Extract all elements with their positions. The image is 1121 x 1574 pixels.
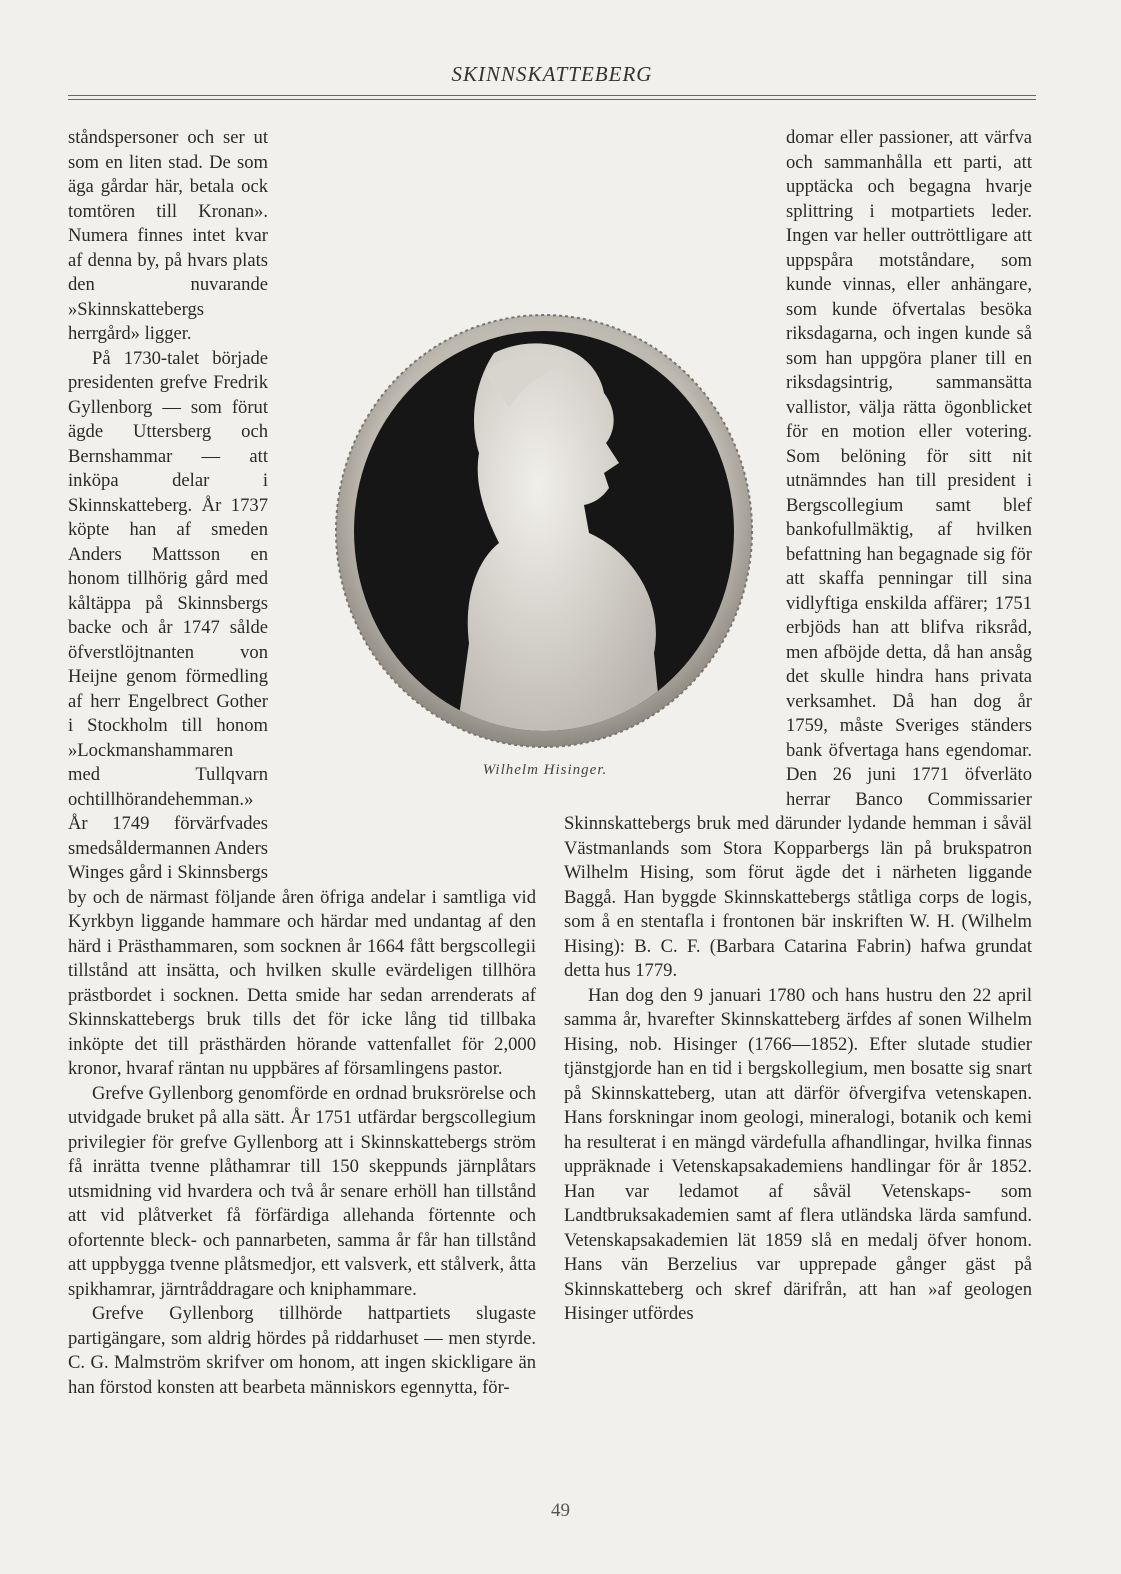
paragraph: domar eller passioner, att värfva och sammanhålla ett parti, att upptäcka och begagna hvarje splittring i motpartiets leder. Ingen var heller outtröttligare att uppspåra motståndare, som kunde vinnas, eller anhängare, som kunde öfvertalas besöka riksdagarna, och ingen kunde så som han uppgöra planer till en riksdagsintrig, sammansätta vallistor, välja rätta ögonblicket för en motion eller votering. Som belöning för sitt nit utnämndes han till president i Bergscollegium samt blef bankofullmäktig, af hvilken befattning han begagnade sig för att skaffa penningar till sina vidlyftiga enskilda affärer; 1751 erbjöds han att blifva riksråd, men afböjde detta, då han ansåg det skulle hindra hans privata verksamhet. Då han dog år 1759, måste Sveriges ständers bank öfvertaga hans egendomar. Den 26 juni 1771 öfverläto herrar Banco Commissarier Skinnskattebergs bruk med därunder lydande hemman i såväl Västmanlands som Stora Kopparbergs län på brukspatron Wilhelm Hising, som förut ägde det i närheten liggande Baggå. Han byggde Skinnskattebergs ståtliga corps de logis, som å en stentafla i frontonen bär inskriften W. H. (Wilhelm Hising): B. C. F. (Barbara Catarina Fabrin) hafwa grundat detta hus 1779. [564,127,1032,981]
paragraph: Grefve Gyllenborg genomförde en ordnad bruksrörelse och utvidgade bruket på alla sätt. År 1751 utfärdar bergscollegium privilegier för grefve Gyllenborg att i Skinnskattebergs ström få inrätta tvenne plåthamrar till 150 skeppunds järnplåtars utsmidning vid hvardera och två år senare erhöll han tillstånd att vid plåtverket få förfärdiga allehanda förtennte och ofortennte bleck- och pannarbeten, samma år får han tillstånd att uppbygga tvenne plåtsmedjor, ett valsverk, ett stålverk, åtta spikhamrar, järntråddragare och kniphammare. [68,1082,536,1300]
header-rule-double [68,99,1036,100]
paragraph: ståndspersoner och ser ut som en liten stad. De som äga gårdar här, betala ock tomtören till Kronan». Numera finnes intet kvar af denna by, på hvars plats den nuvarande »Skinnskattebergs herrgård» ligger. [68,127,268,344]
right-column [564,126,1032,1486]
running-header: SKINNSKATTEBERG [451,62,653,86]
figure-wrap-space [564,270,786,790]
paragraph: Grefve Gyllenborg tillhörde hattpartiets slugaste partigängare, som aldrig hördes på riddarhuset — men styrde. C. G. Malmström skrifver om honom, att ingen skickligare än han förstod konsten att bearbeta människors egennytta, för- [68,1303,536,1398]
paragraph: Han dog den 9 januari 1780 och hans hustru den 22 april samma år, hvarefter Skinnskatteberg ärfdes af sonen Wilhelm Hising, nob. Hisinger (1766—1852). Efter slutade studier tjänstgjorde han en tid i bergskollegium, men bosatte sig snart på Skinnskatteberg, utan att därför öfvergifva vetenskapen. Hans forskningar inom geologi, mineralogi, botanik och kemi ha resulterat i en mängd värdefulla afhandlingar, hvilka finnas uppräknade i Vetenskapsakademiens handlingar för år 1852. Han var ledamot af såväl Vetenskaps- som Landtbruksakademien samt af flera utländska lärda samfund. Vetenskapsakademien lät 1859 slå en medalj öfver honom. Hans vän Berzelius var upprepade gånger gäst på Skinnskatteberg och skref därifrån, att han »af geologen Hisinger utfördes [564,984,1032,1324]
paragraph: På 1730-talet började presidenten grefve Fredrik Gyllenborg — som förut ägde Uttersberg och Bernshammar — att inköpa delar i Skinnskatteberg. År 1737 köpte han af smeden Anders Mattsson en honom tillhörig gård med kåltäppa på Skinnsbergs backe och år 1747 sålde öfverstlöjtnanten von Heijne genom förmedling af herr Engelbrect Gother i Stockholm till honom »Lockmanshammaren med Tullqvarn ochtillhörandehemman.» År 1749 förvärfvades smedsåldermannen Anders Winges gård i Skinnsbergs by och de närmast följande åren öfriga andelar i samtliga vid Kyrkbyn liggande hammare och härdar med undantag af den härd i Prästhammaren, som socknen år 1664 fått bergscollegii tillstånd att insätta, och hvilken skulle evärdeligen tillhöra prästbordet i socknen. Detta smide har sedan arrenderats af Skinnskattebergs bruk tills det för icke lång tid tillbaka inköpte det till prästhärden hörande vattenfallet för 2,000 kronor, hvaraf räntan nu uppbäres af församlingens pastor. [68,347,536,1079]
figure-caption: Wilhelm Hisinger. [482,762,608,778]
page-number: 49 [551,1500,570,1521]
left-column [68,126,536,1486]
article-body [68,126,1036,1486]
header-rule [68,95,1036,96]
